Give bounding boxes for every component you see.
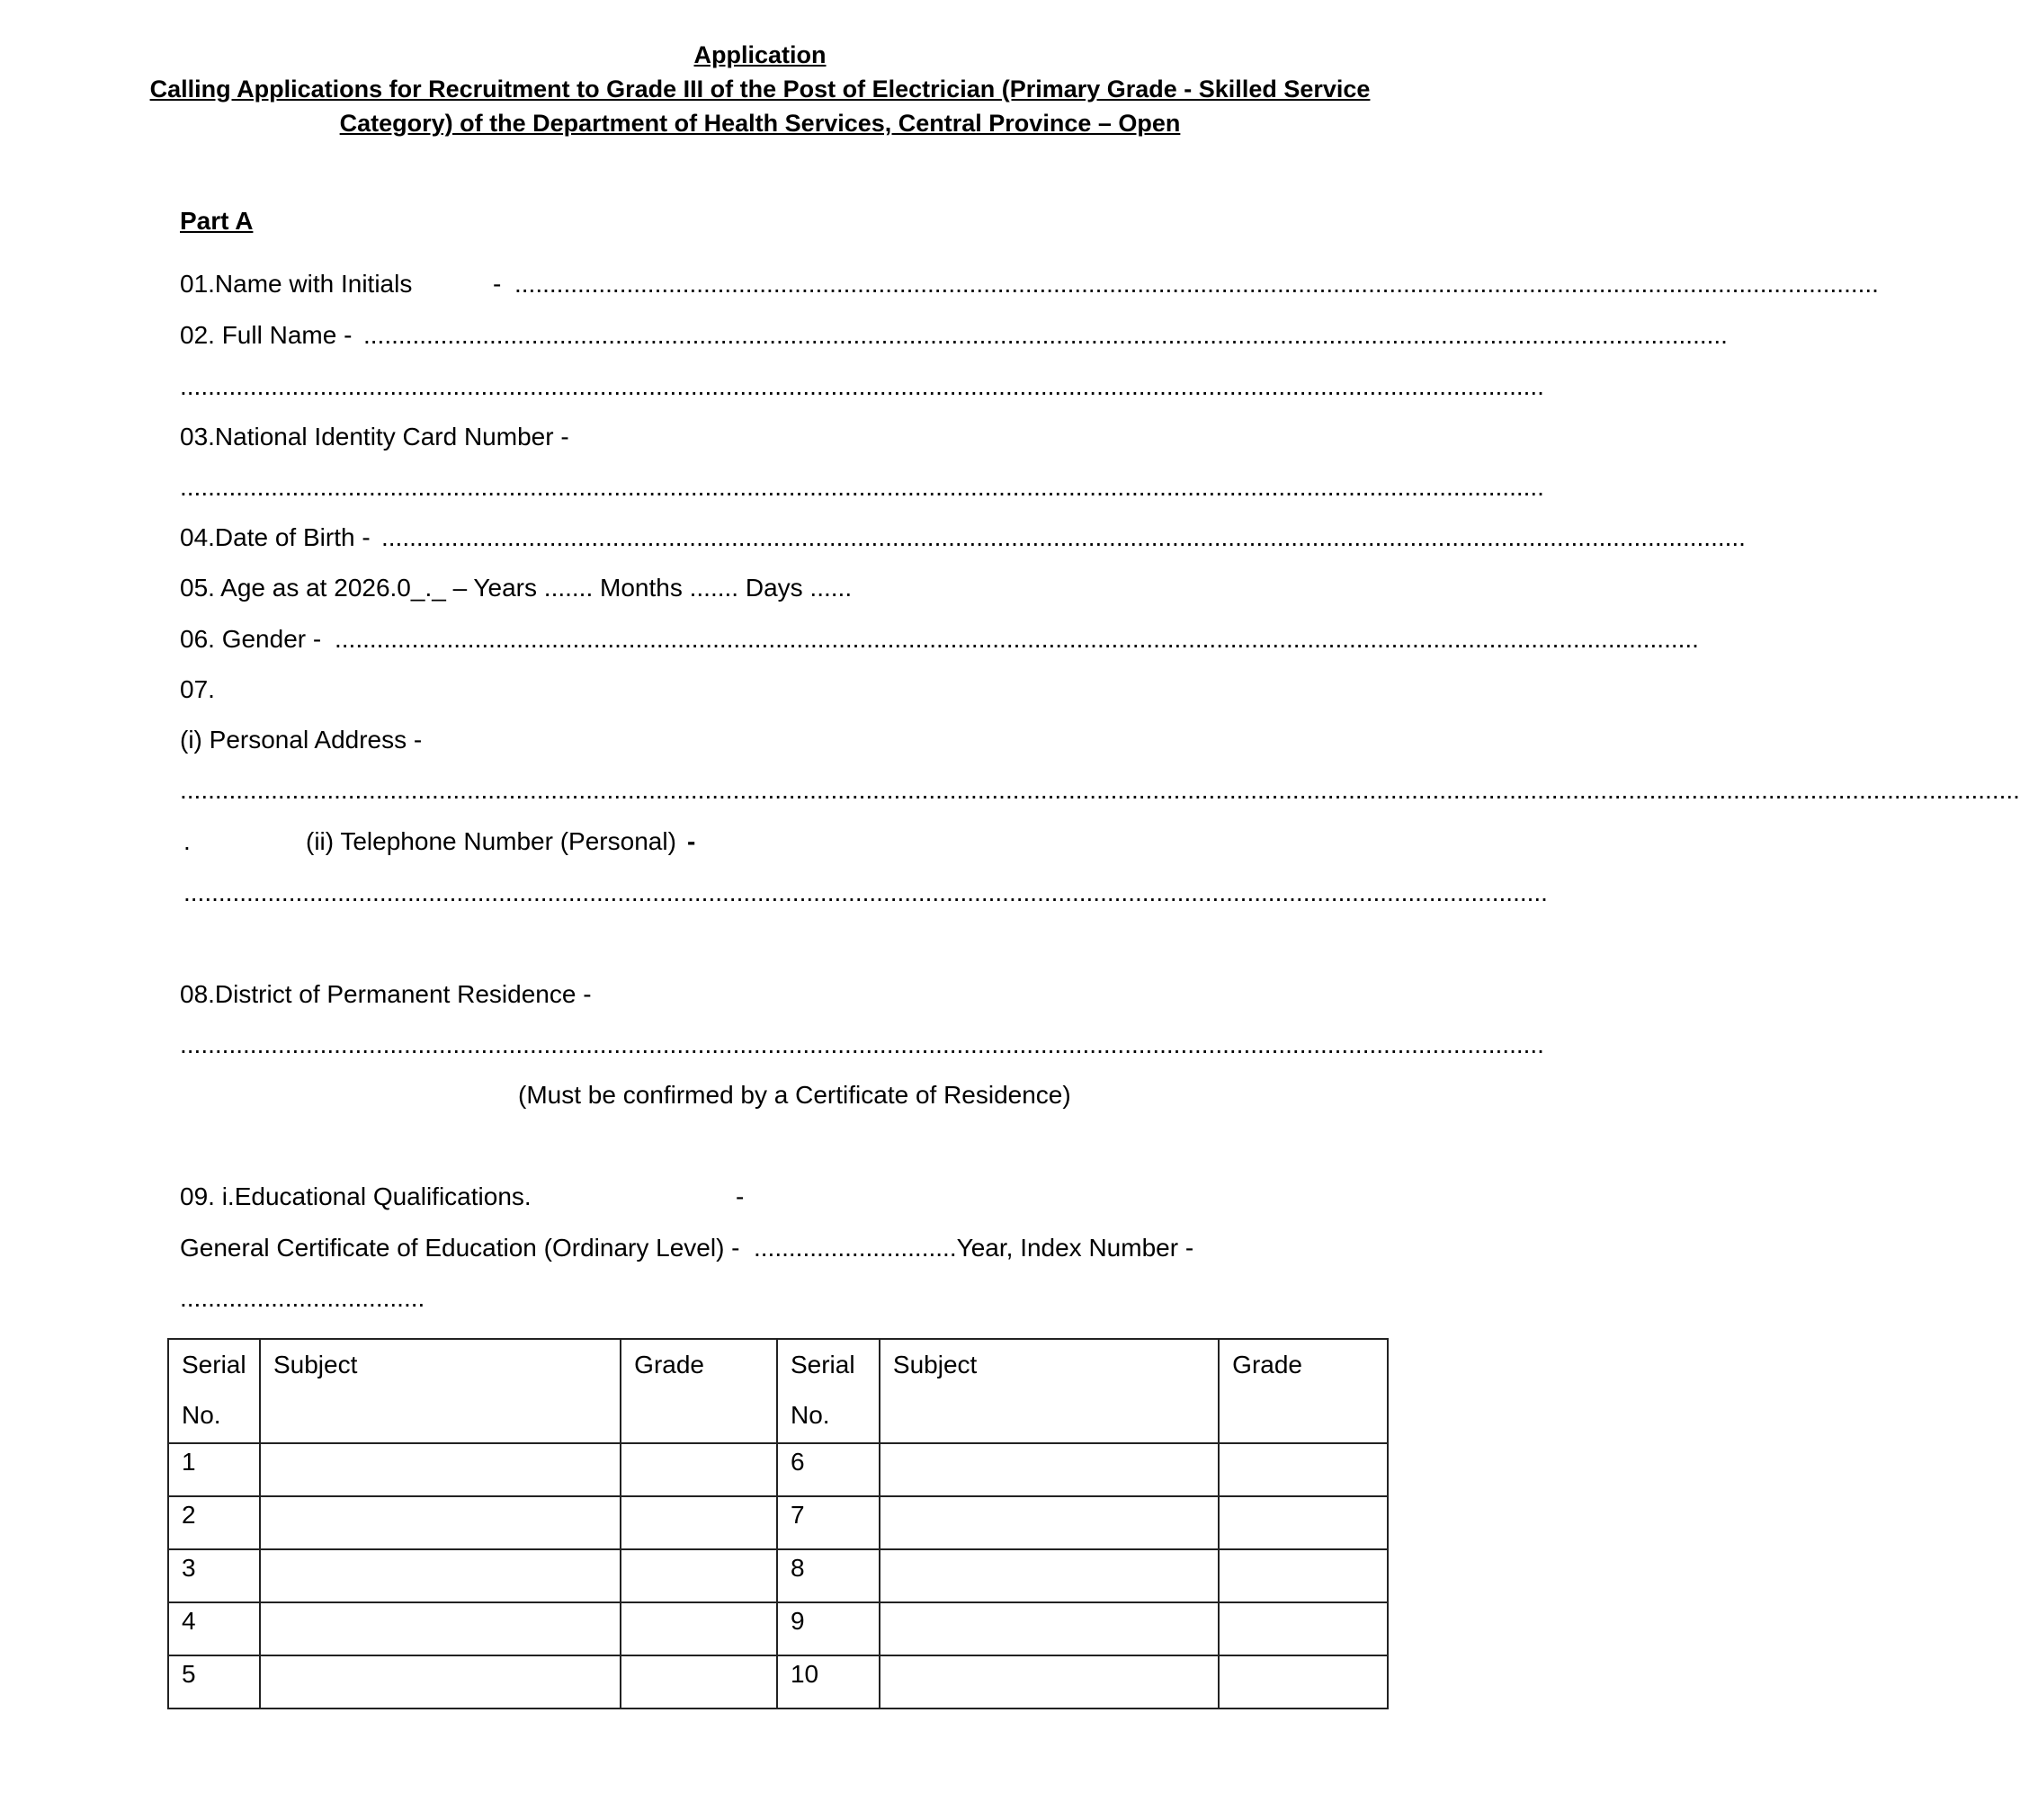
name-initials-field[interactable]: ................................................................................................................................................................................................... — [514, 270, 1879, 298]
subject-cell[interactable] — [260, 1549, 621, 1602]
document-title: Application — [693, 41, 827, 68]
personal-address-field[interactable]: ....................................................................................................................................................................................................................................................................... — [180, 776, 2020, 804]
subject-cell[interactable] — [260, 1602, 621, 1655]
table-row — [168, 1655, 1388, 1708]
age-line: 05. Age as at 2026.0_._ – Years ....... Months ....... Days ...... — [180, 574, 853, 602]
table-row — [168, 1443, 1388, 1496]
subject-cell[interactable] — [260, 1443, 621, 1496]
full-name-field[interactable]: ................................................................................................................................................................................................... — [363, 321, 1728, 349]
telephone-label: (ii) Telephone Number (Personal) — [306, 827, 676, 855]
grade-header-right: Grade — [1219, 1339, 1388, 1443]
table-row — [168, 1549, 1388, 1602]
district-field[interactable]: ................................................................................................................................................................................................... — [180, 1030, 1544, 1058]
serial-header-right — [777, 1339, 880, 1443]
grade-cell[interactable] — [621, 1655, 777, 1708]
serial-cell: 3 — [168, 1549, 260, 1602]
grade-cell[interactable] — [621, 1602, 777, 1655]
nic-field[interactable]: ................................................................................................................................................................................................... — [180, 473, 1544, 501]
dob-field[interactable]: ................................................................................................................................................................................................... — [381, 523, 1746, 551]
district-label: 08.District of Permanent Residence - — [180, 980, 592, 1008]
full-name-field-line2[interactable]: ................................................................................................................................................................................................... — [180, 372, 1544, 400]
subject-cell[interactable] — [880, 1655, 1219, 1708]
serial-header-line1: Serial — [182, 1351, 246, 1378]
grade-cell[interactable] — [621, 1549, 777, 1602]
grade-cell[interactable] — [1219, 1602, 1388, 1655]
education-label: 09. i.Educational Qualifications. — [180, 1182, 532, 1210]
grade-header-left: Grade — [621, 1339, 777, 1443]
gender-field[interactable]: ................................................................................................................................................................................................... — [335, 625, 1699, 653]
item-07-label: 07. — [180, 675, 215, 703]
subject-cell[interactable] — [880, 1443, 1219, 1496]
grade-cell[interactable] — [1219, 1496, 1388, 1549]
telephone-dash: - — [687, 827, 696, 855]
qualifications-table — [167, 1338, 1389, 1709]
gce-label: General Certificate of Education (Ordinary Level) - — [180, 1234, 740, 1262]
serial-header-line2: No. — [790, 1401, 830, 1429]
table-row — [168, 1602, 1388, 1655]
subject-header-right: Subject — [880, 1339, 1219, 1443]
grade-cell[interactable] — [1219, 1443, 1388, 1496]
residence-note: (Must be confirmed by a Certificate of Residence) — [518, 1081, 1071, 1109]
education-dash: - — [736, 1182, 745, 1210]
serial-cell: 9 — [777, 1602, 880, 1655]
part-a-heading: Part A — [180, 207, 254, 235]
subject-cell[interactable] — [880, 1549, 1219, 1602]
serial-cell: 5 — [168, 1655, 260, 1708]
nic-label: 03.National Identity Card Number - — [180, 423, 569, 451]
serial-cell: 4 — [168, 1602, 260, 1655]
dob-label: 04.Date of Birth - — [180, 523, 371, 551]
gce-year-index: .............................Year, Index Number - — [754, 1234, 1194, 1262]
subject-cell[interactable] — [260, 1655, 621, 1708]
telephone-field[interactable]: ................................................................................................................................................................................................... — [183, 879, 1548, 906]
telephone-prefix-dot: . — [183, 827, 191, 855]
name-initials-label: 01.Name with Initials — [180, 270, 413, 298]
grade-cell[interactable] — [1219, 1549, 1388, 1602]
grade-cell[interactable] — [1219, 1655, 1388, 1708]
full-name-label: 02. Full Name - — [180, 321, 353, 349]
grade-cell[interactable] — [621, 1496, 777, 1549]
serial-cell: 7 — [777, 1496, 880, 1549]
gce-index-field[interactable]: ................................... — [180, 1284, 425, 1312]
serial-cell: 1 — [168, 1443, 260, 1496]
name-initials-dash: - — [493, 270, 502, 298]
serial-header-line1: Serial — [790, 1351, 855, 1378]
serial-cell: 6 — [777, 1443, 880, 1496]
serial-cell: 8 — [777, 1549, 880, 1602]
serial-header-left — [168, 1339, 260, 1443]
subject-header-left: Subject — [260, 1339, 621, 1443]
subject-cell[interactable] — [260, 1496, 621, 1549]
subject-cell[interactable] — [880, 1602, 1219, 1655]
subject-cell[interactable] — [880, 1496, 1219, 1549]
serial-cell: 10 — [777, 1655, 880, 1708]
grade-cell[interactable] — [621, 1443, 777, 1496]
gender-label: 06. Gender - — [180, 625, 322, 653]
document-subtitle-line1: Calling Applications for Recruitment to Grade III of the Post of Electrician (Primary Grade - Skilled Service — [149, 76, 1371, 103]
table-header-row — [168, 1339, 1388, 1443]
personal-address-label: (i) Personal Address - — [180, 726, 423, 754]
document-subtitle-line2: Category) of the Department of Health Services, Central Province – Open — [339, 110, 1181, 137]
serial-cell: 2 — [168, 1496, 260, 1549]
table-row — [168, 1496, 1388, 1549]
serial-header-line2: No. — [182, 1401, 221, 1429]
